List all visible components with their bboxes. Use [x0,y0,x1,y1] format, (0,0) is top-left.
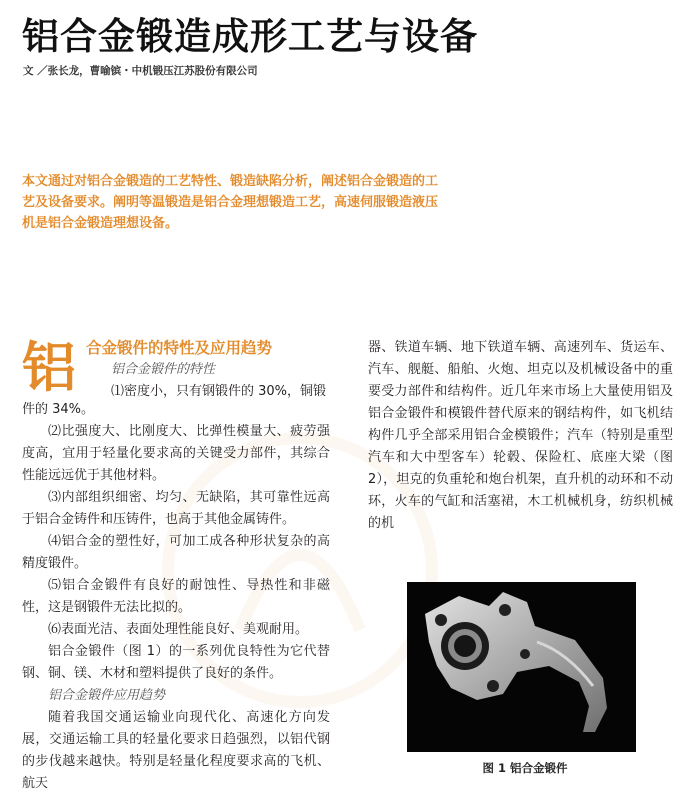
item-6: ⑹表面光洁、表面处理性能良好、美观耐用。 [48,622,309,637]
left-column [22,337,330,795]
trend-paragraph: 随着我国交通运输业向现代化、高速化方向发展，交通运输工具的轻量化要求日趋强烈，以铝代钢的步伐越来越快。特别是轻量化程度要求高的飞机、航天 [22,710,330,791]
article-abstract: 本文通过对铝合金锻造的工艺特性、锻造缺陷分析，阐述铝合金锻造的工艺及设备要求。阐明等温锻造是铝合金理想锻造工艺，高速伺服锻造液压机是铝合金锻造理想设备。 [22,174,439,231]
right-column-text: 器、铁道车辆、地下铁道车辆、高速列车、货运车、汽车、舰艇、船舶、火炮、坦克以及机械设备中的重要受力部件和结构件。近几年来市场上大量使用铝及铝合金锻件和模锻件替代原来的钢结构件，如飞机结构件几乎全部采用铝合金模锻件；汽车（特别是重型汽车和大中型客车）轮毂、保险杠、底座大梁（图 2），坦克的负重轮和炮台机架，直升机的动环和不动环，火车的气缸和活塞裙，木工机械机身，纺织机械的机 [368,340,673,531]
article-title: 铝合金锻造成形工艺与设备 [22,15,478,58]
summary-paragraph: 铝合金锻件（图 1）的一系列优良特性为它代替钢、铜、镁、木材和塑料提供了良好的条件。 [22,644,330,681]
subheading-trend: 铝合金锻件应用趋势 [48,688,166,703]
item-3: ⑶内部组织细密、均匀、无缺陷，其可靠性远高于铝合金铸件和压铸件，也高于其他金属铸件。 [22,490,330,527]
section-header [22,337,330,399]
item-5: ⑸铝合金锻件有良好的耐蚀性、导热性和非磁性，这是钢锻件无法比拟的。 [22,578,330,615]
item-1-cont: 件的 34%。 [22,402,95,417]
subheading-properties: 铝合金锻件的特性 [111,362,216,377]
item-1-line: ⑴密度小，只有钢锻件的 30%，铜锻 [111,384,327,399]
item-4: ⑷铝合金的塑性好，可加工成各种形状复杂的高精度锻件。 [22,534,330,571]
figure-1-caption: 图 1 铝合金锻件 [482,761,568,775]
forged-part-image [407,582,636,752]
figure-1-photo [407,582,636,752]
dropcap: 铝 [22,336,76,399]
right-column [368,337,673,535]
item-2: ⑵比强度大、比刚度大、比弹性模量大、疲劳强度高，宜用于轻量化要求高的关键受力部件，其综合性能远远优于其他材料。 [22,424,330,483]
section-heading: 合金锻件的特性及应用趋势 [86,339,273,357]
article-byline: 文 ／张长龙，曹喻镔・中机锻压江苏股份有限公司 [23,65,258,77]
